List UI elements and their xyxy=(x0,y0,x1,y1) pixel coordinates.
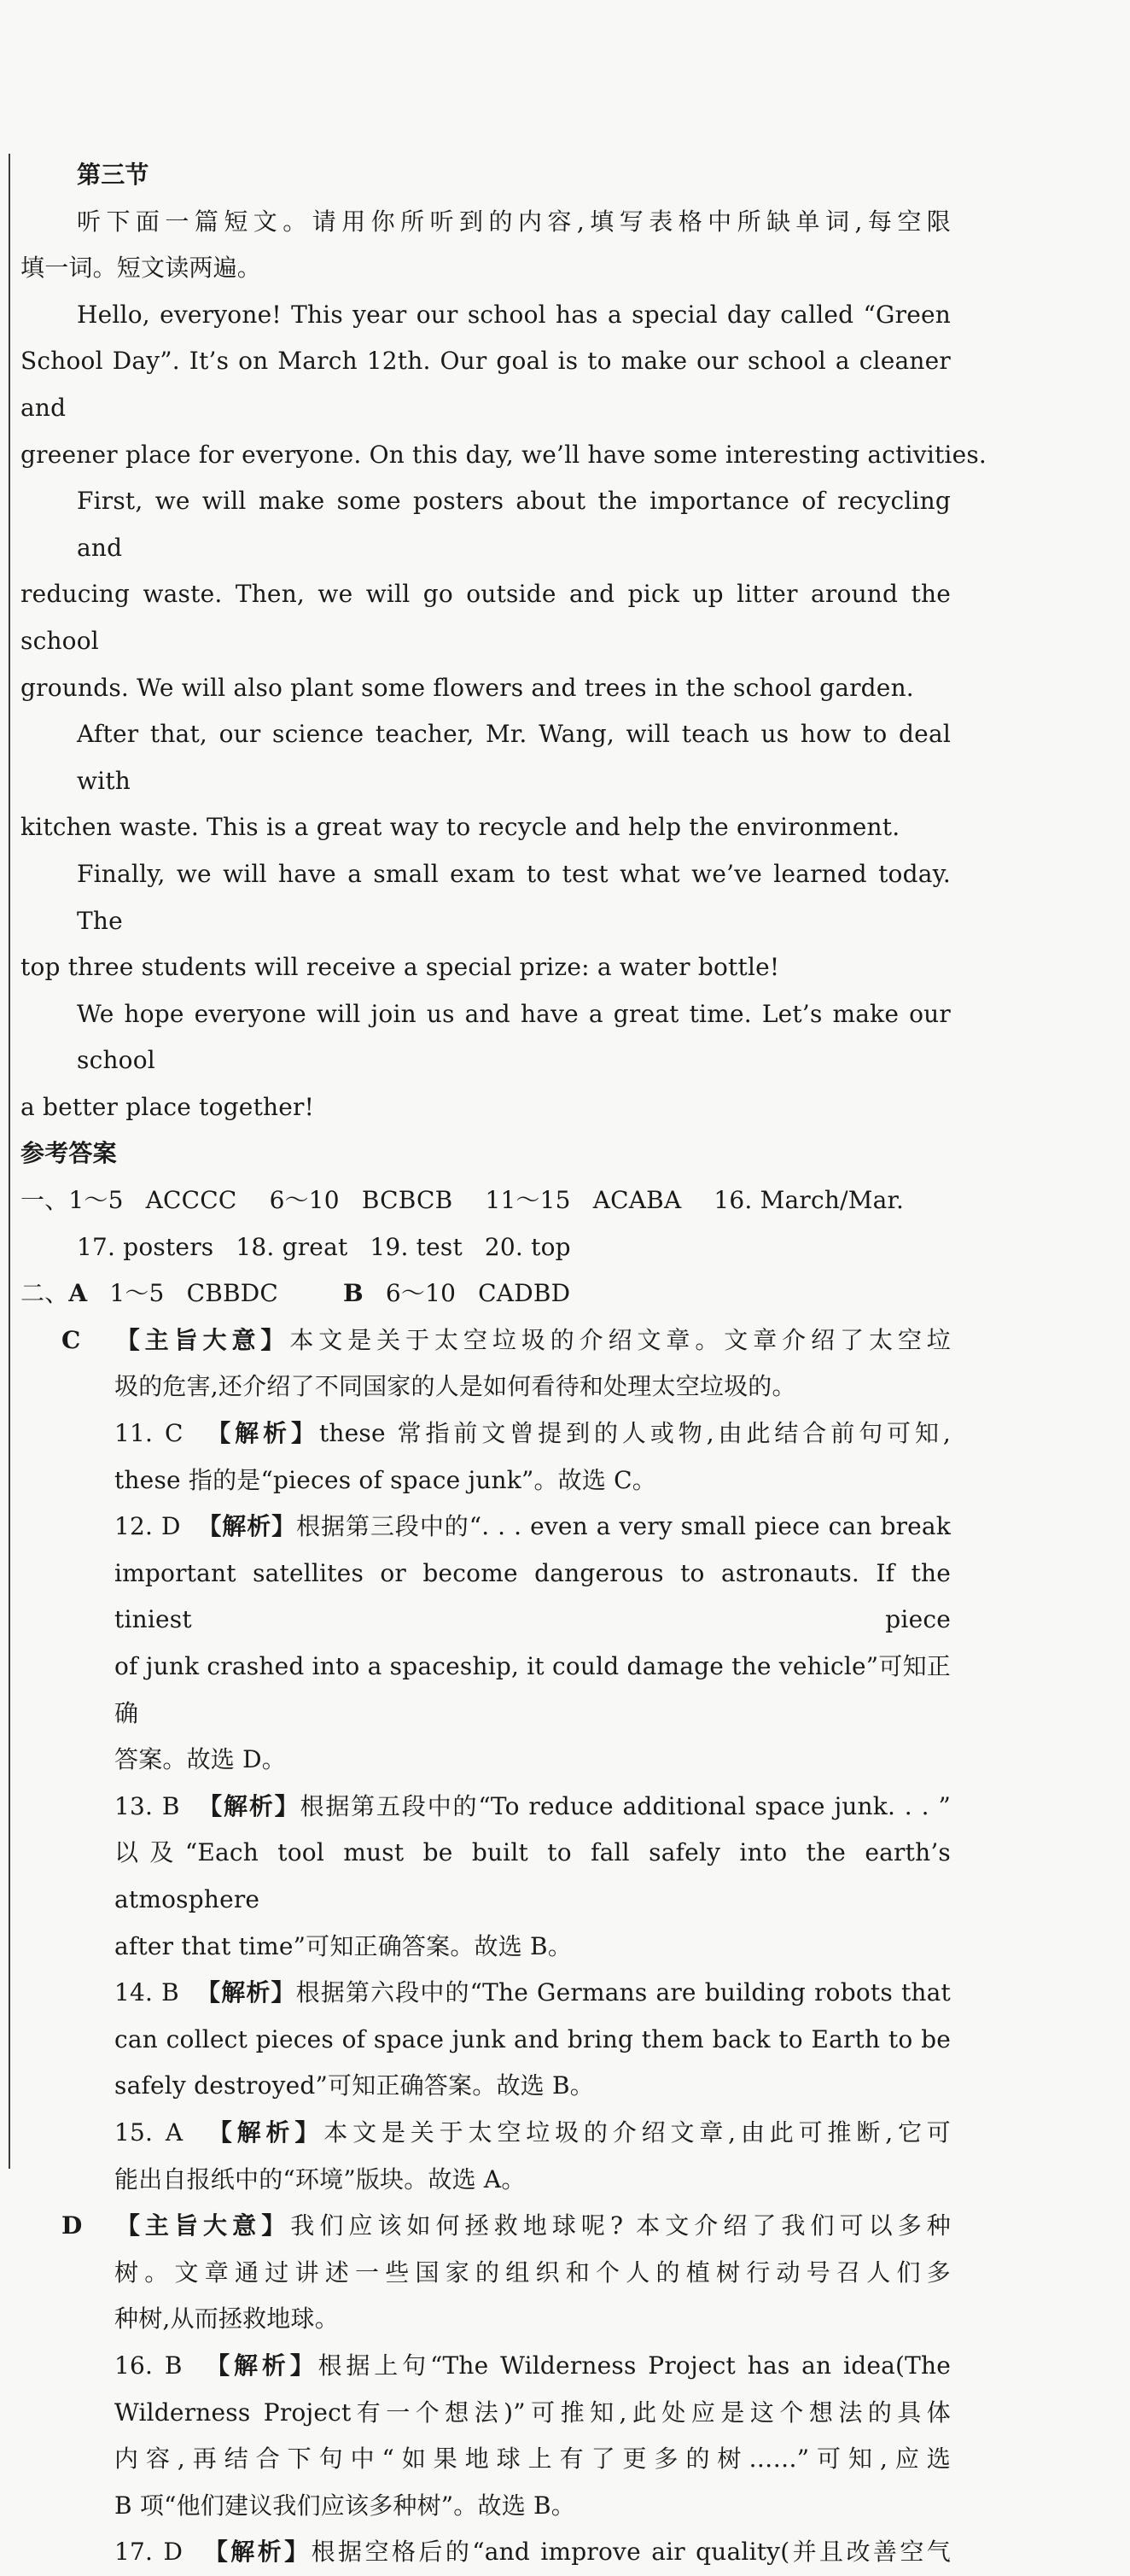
summary-d-line: 种树,从而拯救地球。 xyxy=(114,2304,339,2334)
passage-line: Finally, we will have a small exam to test what we’ve learned today. The xyxy=(77,859,951,935)
passage-line: greener place for everyone. On this day, we’ll have some interesting activities. xyxy=(20,440,987,469)
explanation-text: 根据上句“The Wilderness Project has an idea(The xyxy=(317,2351,951,2380)
passage-label: B xyxy=(343,1279,364,1308)
answer-key: BCBCB xyxy=(361,1186,453,1215)
answer-range: 1～5 xyxy=(68,1186,124,1215)
explanation-tag: 【解析】 xyxy=(203,2538,312,2567)
answer-key: 20. top xyxy=(484,1232,571,1261)
summary-d-line xyxy=(20,2203,951,2250)
answer-key: ACCCC xyxy=(145,1186,237,1215)
summary-d-line: 树。文章通过讲述一些国家的组织和个人的植树行动号召人们多 xyxy=(114,2258,951,2287)
answer-row-part2 xyxy=(20,1270,951,1317)
answer-range: 1～5 xyxy=(109,1279,165,1308)
answers-heading: 参考答案 xyxy=(20,1139,117,1168)
explanation-line: 答案。故选 D。 xyxy=(114,1745,286,1774)
question-number: 17. D xyxy=(114,2538,183,2567)
page-content xyxy=(20,152,987,2576)
summary-text: 本文是关于太空垃圾的介绍文章。文章介绍了太空垃 xyxy=(289,1325,952,1354)
explanation-line: 能出自报纸中的“环境”版块。故选 A。 xyxy=(114,2164,526,2193)
explanation-line: of junk crashed into a spaceship, it could damage the vehicle”可知正确 xyxy=(114,1652,951,1727)
answer-range: 6～10 xyxy=(269,1186,340,1215)
explanation-line: 内容,再结合下句中“如果地球上有了更多的树……”可知,应选 xyxy=(114,2445,951,2474)
answer-key: 16. March/Mar. xyxy=(714,1186,905,1215)
explanation-line: Wilderness Project有一个想法)”可推知,此处应是这个想法的具体 xyxy=(114,2398,951,2427)
margin-rule xyxy=(9,154,10,2169)
explanation-line: these 指的是“pieces of space junk”。故选 C。 xyxy=(114,1465,656,1494)
passage-line: grounds. We will also plant some flowers and trees in the school garden. xyxy=(20,673,914,702)
explanation-line xyxy=(20,1504,951,1551)
summary-tag: 【主旨大意】 xyxy=(111,2211,291,2240)
question-number: 16. B xyxy=(114,2351,183,2380)
explanation-tag: 【解析】 xyxy=(198,1791,300,1820)
answer-key: 18. great xyxy=(236,1232,348,1261)
explanation-tag: 【解析】 xyxy=(207,1419,319,1448)
explanation-tag: 【解析】 xyxy=(196,1978,296,2007)
summary-text: 我们应该如何拯救地球呢? 本文介绍了我们可以多种 xyxy=(290,2211,952,2240)
explanation-text: 根据第三段中的“. . . even a very small piece can break xyxy=(296,1512,951,1541)
explanation-tag: 【解析】 xyxy=(206,2351,318,2380)
explanation-line: can collect pieces of space junk and bring them back to Earth to be xyxy=(114,2024,951,2053)
passage-line: After that, our science teacher, Mr. Wang, will teach us how to deal with xyxy=(77,720,951,795)
explanation-text: 根据空格后的“and improve air quality(并且改善空气 xyxy=(311,2538,951,2567)
summary-tag: 【主旨大意】 xyxy=(111,1325,290,1354)
passage-line: Hello, everyone! This year our school has a special day called “Green xyxy=(77,300,951,329)
explanation-line: after that time”可知正确答案。故选 B。 xyxy=(114,1931,573,1960)
explanation-line xyxy=(20,2343,951,2390)
explanation-tag: 【解析】 xyxy=(207,2117,324,2147)
explanation-line: important satellites or become dangerous to astronauts. If the tiniest piece xyxy=(114,1558,951,1634)
explanation-text: 根据第六段中的“The Germans are building robots that xyxy=(295,1978,952,2007)
explanation-line xyxy=(20,1784,951,1831)
question-number: 13. B xyxy=(114,1791,180,1820)
explanation-line xyxy=(20,1411,951,1457)
explanation-line: 以及“Each tool must be built to fall safely into the earth’s atmosphere xyxy=(114,1838,951,1913)
passage-label: D xyxy=(61,2211,83,2240)
explanation-line xyxy=(20,1970,951,2017)
summary-c-line: 圾的危害,还介绍了不同国家的人是如何看待和处理太空垃圾的。 xyxy=(114,1372,796,1401)
passage-line: School Day”. It’s on March 12th. Our goal is to make our school a cleaner and xyxy=(20,347,951,422)
explanation-line xyxy=(20,2110,951,2157)
part-number: 一、 xyxy=(20,1186,69,1215)
passage-line: a better place together! xyxy=(20,1092,315,1121)
explanation-line xyxy=(20,2529,951,2576)
answer-key: ACABA xyxy=(592,1186,682,1215)
section-heading: 第三节 xyxy=(77,161,149,189)
explanation-text: 本文是关于太空垃圾的介绍文章,由此可推断,它可 xyxy=(323,2117,952,2147)
answer-key: 19. test xyxy=(370,1232,463,1261)
part-number: 二、 xyxy=(20,1279,69,1308)
passage-line: First, we will make some posters about the importance of recycling and xyxy=(77,487,951,562)
passage-label: A xyxy=(68,1279,88,1308)
explanation-text: these 常指前文曾提到的人或物,由此结合前句可知, xyxy=(318,1419,951,1448)
answer-key: 17. posters xyxy=(77,1232,214,1261)
answer-key: CADBD xyxy=(478,1279,571,1308)
instruction-line: 填一词。短文读两遍。 xyxy=(20,254,262,283)
question-number: 12. D xyxy=(114,1512,181,1541)
answer-row-part1-b xyxy=(20,1224,951,1271)
answer-key: CBBDC xyxy=(186,1279,279,1308)
explanation-line: safely destroyed”可知正确答案。故选 B。 xyxy=(114,2071,594,2100)
explanation-tag: 【解析】 xyxy=(197,1512,297,1541)
summary-c-line xyxy=(20,1317,951,1364)
passage-line: We hope everyone will join us and have a great time. Let’s make our school xyxy=(77,999,951,1075)
passage-line: top three students will receive a special prize: a water bottle! xyxy=(20,953,780,982)
explanation-text: 根据第五段中的“To reduce additional space junk. . . ” xyxy=(300,1791,951,1820)
instruction-line: 听下面一篇短文。请用你所听到的内容,填写表格中所缺单词,每空限 xyxy=(77,207,951,236)
passage-line: kitchen waste. This is a great way to recycle and help the environment. xyxy=(20,813,900,842)
answer-row-part1 xyxy=(20,1177,951,1224)
passage-line: reducing waste. Then, we will go outside and pick up litter around the school xyxy=(20,580,951,655)
question-number: 15. A xyxy=(114,2117,183,2147)
answer-range: 11～15 xyxy=(485,1186,571,1215)
question-number: 14. B xyxy=(114,1978,179,2007)
question-number: 11. C xyxy=(114,1419,183,1448)
passage-label: C xyxy=(61,1325,81,1354)
explanation-line: B 项“他们建议我们应该多种树”。故选 B。 xyxy=(114,2491,575,2520)
answer-range: 6～10 xyxy=(385,1279,457,1308)
